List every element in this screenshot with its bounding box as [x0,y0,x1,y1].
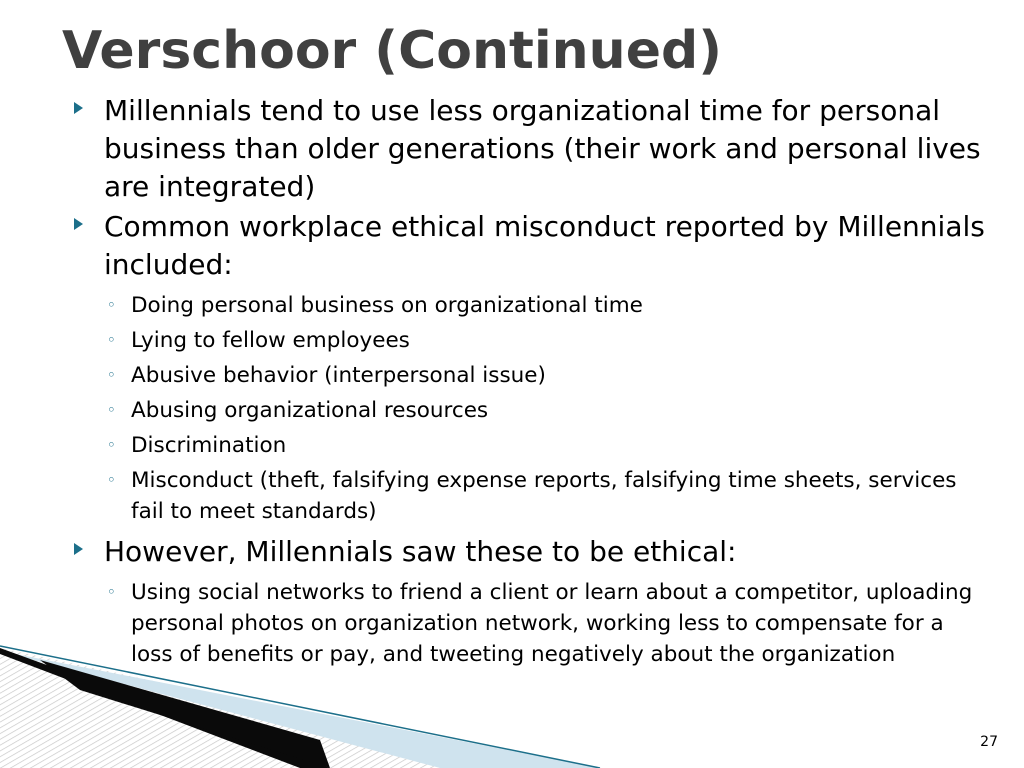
sub-bullet-text: Misconduct (theft, falsifying expense reports, falsifying time sheets, services fail to meet standards) [131,468,957,524]
circle-bullet-icon: ◦ [107,401,116,419]
sub-bullet-list [74,577,986,670]
sub-bullet-item [74,360,986,391]
circle-bullet-icon: ◦ [107,296,116,314]
sub-bullet-text: Using social networks to friend a client or learn about a competitor, uploading personal photos on organization network, working less to compensate for a loss of benefits or pay, and tweeting negatively about the organization [131,580,973,667]
sub-bullet-text: Discrimination [131,433,287,458]
circle-bullet-icon: ◦ [107,583,116,601]
arrow-bullet-icon [74,102,83,114]
sub-bullet-item [74,395,986,426]
sub-bullet-text: Abusive behavior (interpersonal issue) [131,363,546,388]
circle-bullet-icon: ◦ [107,366,116,384]
circle-bullet-icon: ◦ [107,471,116,489]
arrow-bullet-icon [74,543,83,555]
bullet-item [74,92,986,206]
page-number: 27 [980,734,998,750]
slide-body [74,92,986,676]
sub-bullet-item [74,290,986,321]
sub-bullet-item [74,325,986,356]
bullet-text: However, Millennials saw these to be ethical: [104,535,737,568]
arrow-bullet-icon [74,218,83,230]
circle-bullet-icon: ◦ [107,331,116,349]
bullet-text: Common workplace ethical misconduct reported by Millennials included: [104,210,985,281]
slide-title: Verschoor (Continued) [62,21,722,81]
circle-bullet-icon: ◦ [107,436,116,454]
bullet-item [74,208,986,284]
sub-bullet-item [74,430,986,461]
sub-bullet-item [74,465,986,527]
sub-bullet-list [74,290,986,527]
sub-bullet-text: Doing personal business on organizational time [131,293,643,318]
bullet-item [74,533,986,571]
sub-bullet-text: Abusing organizational resources [131,398,489,423]
sub-bullet-text: Lying to fellow employees [131,328,410,353]
sub-bullet-item [74,577,986,670]
bullet-text: Millennials tend to use less organizational time for personal business than older generations (their work and personal lives are integrated) [104,94,981,203]
